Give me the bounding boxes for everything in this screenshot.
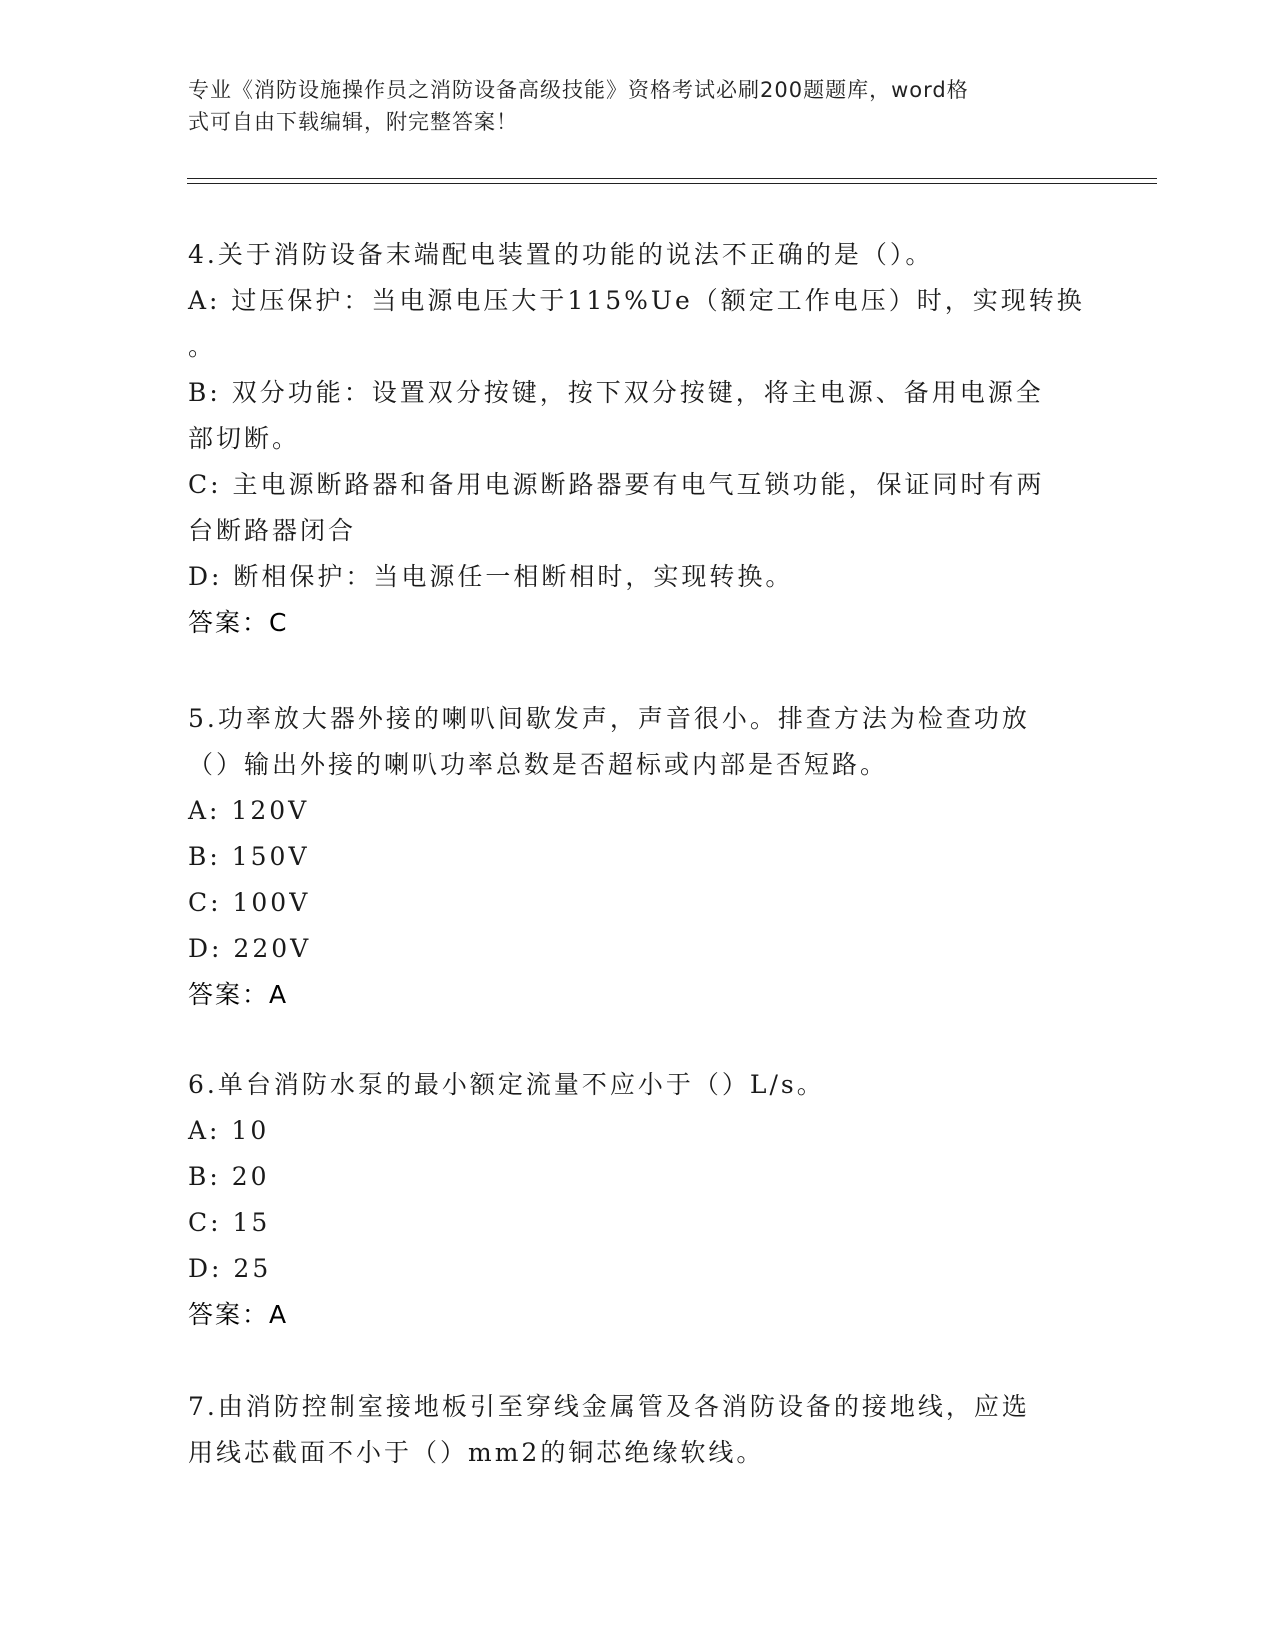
question-4	[188, 232, 1088, 646]
question-7-stem: 7.由消防控制室接地板引至穿线金属管及各消防设备的接地线，应选	[188, 1392, 1030, 1421]
header-divider-bottom	[187, 183, 1157, 184]
header-line-2: 式可自由下载编辑，附完整答案！	[188, 110, 518, 134]
question-4-stem: 4.关于消防设备末端配电装置的功能的说法不正确的是（）。	[188, 240, 934, 269]
question-6-answer: 答案：A	[188, 1300, 289, 1329]
question-4-option-b: B: 双分功能：设置双分按键，按下双分按键，将主电源、备用电源全	[188, 378, 1044, 407]
question-7	[188, 1384, 1088, 1476]
question-6-option-d: D: 25	[188, 1254, 272, 1283]
question-6-option-c: C: 15	[188, 1208, 271, 1237]
question-6-option-b: B: 20	[188, 1162, 270, 1191]
question-5-option-b: B: 150V	[188, 842, 310, 871]
question-4-option-a: A: 过压保护：当电源电压大于115%Ue（额定工作电压）时，实现转换	[188, 286, 1085, 315]
question-5-stem-cont: （）输出外接的喇叭功率总数是否超标或内部是否短路。	[188, 750, 889, 779]
document-header	[188, 74, 1088, 138]
header-divider-top	[187, 178, 1157, 179]
question-5-answer: 答案：A	[188, 980, 289, 1009]
question-6	[188, 1062, 1088, 1338]
question-4-option-c-cont: 台断路器闭合	[188, 516, 357, 545]
question-4-option-c: C: 主电源断路器和备用电源断路器要有电气互锁功能，保证同时有两	[188, 470, 1045, 499]
question-5	[188, 696, 1088, 1018]
question-4-option-d: D: 断相保护：当电源任一相断相时，实现转换。	[188, 562, 794, 591]
question-4-option-a-cont: 。	[188, 332, 217, 361]
question-4-option-b-cont: 部切断。	[188, 424, 301, 453]
question-7-stem-cont: 用线芯截面不小于（）mm2的铜芯绝缘软线。	[188, 1438, 765, 1467]
question-6-stem: 6.单台消防水泵的最小额定流量不应小于（）L/s。	[188, 1070, 825, 1099]
question-6-option-a: A: 10	[188, 1116, 270, 1145]
question-5-option-d: D: 220V	[188, 934, 312, 963]
question-4-answer: 答案：C	[188, 608, 289, 637]
question-5-option-c: C: 100V	[188, 888, 311, 917]
question-5-stem: 5.功率放大器外接的喇叭间歇发声，声音很小。排查方法为检查功放	[188, 704, 1030, 733]
header-line-1: 专业《消防设施操作员之消防设备高级技能》资格考试必刷200题题库，word格	[188, 78, 969, 102]
question-5-option-a: A: 120V	[188, 796, 310, 825]
